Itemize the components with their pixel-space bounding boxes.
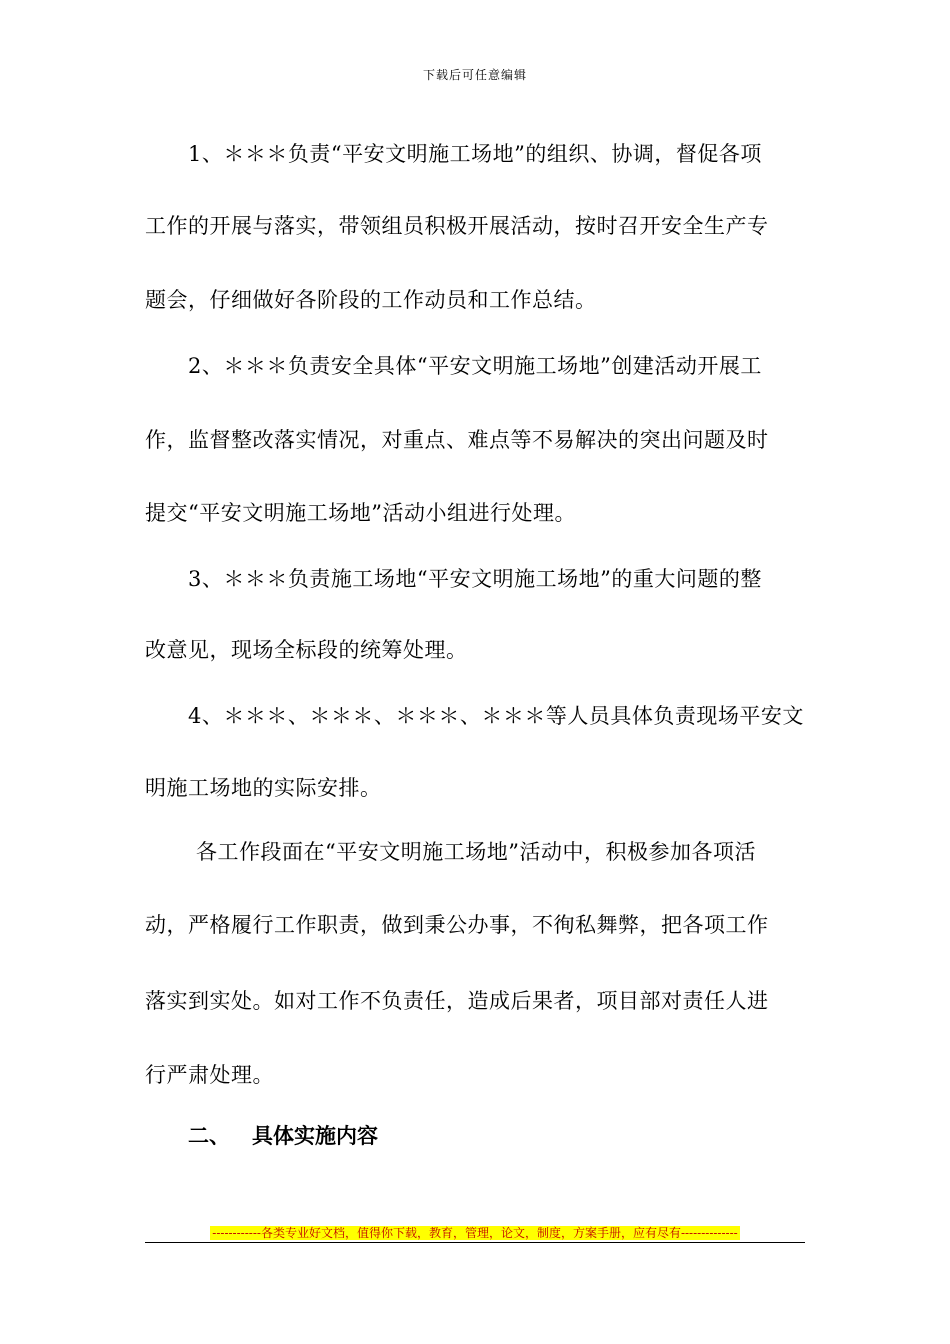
paragraph-4-line-2: 明施工场地的实际安排。 [145, 776, 382, 800]
paragraph-4-line-1: 4、＊＊＊、＊＊＊、＊＊＊、＊＊＊等人员具体负责现场平安文 [188, 704, 804, 728]
page-footer [0, 1222, 950, 1241]
paragraph-1-line-3: 题会，仔细做好各阶段的工作动员和工作总结。 [145, 288, 597, 312]
paragraph-3-line-2: 改意见，现场全标段的统筹处理。 [145, 638, 468, 662]
page-header: 下载后可任意编辑 [422, 68, 527, 82]
paragraph-2-line-3: 提交“平安文明施工场地”活动小组进行处理。 [145, 501, 576, 525]
paragraph-5-line-4: 行严肃处理。 [145, 1063, 274, 1087]
paragraph-5-line-1: 各工作段面在“平安文明施工场地”活动中，积极参加各项活 [196, 840, 756, 864]
section-number: 二、 [188, 1123, 230, 1148]
paragraph-3-line-1: 3、＊＊＊负责施工场地“平安文明施工场地”的重大问题的整 [188, 567, 762, 591]
paragraph-5-line-2: 动，严格履行工作职责，做到秉公办事，不徇私舞弊，把各项工作 [145, 913, 769, 937]
section-heading [188, 1120, 378, 1150]
paragraph-1-line-1: 1、＊＊＊负责“平安文明施工场地”的组织、协调，督促各项 [188, 142, 762, 166]
paragraph-2-line-2: 作，监督整改落实情况，对重点、难点等不易解决的突出问题及时 [145, 428, 769, 452]
footer-divider [145, 1242, 805, 1243]
paragraph-1-line-2: 工作的开展与落实，带领组员积极开展活动，按时召开安全生产专 [145, 214, 769, 238]
paragraph-2-line-1: 2、＊＊＊负责安全具体“平安文明施工场地”创建活动开展工 [188, 354, 762, 378]
section-title: 具体实施内容 [252, 1123, 378, 1148]
footer-banner-text: ------------各类专业好文档，值得你下载，教育，管理，论文，制度，方案手册，应有尽有-------------- [212, 1226, 738, 1240]
paragraph-5-line-3: 落实到实处。如对工作不负责任，造成后果者，项目部对责任人进 [145, 989, 769, 1013]
